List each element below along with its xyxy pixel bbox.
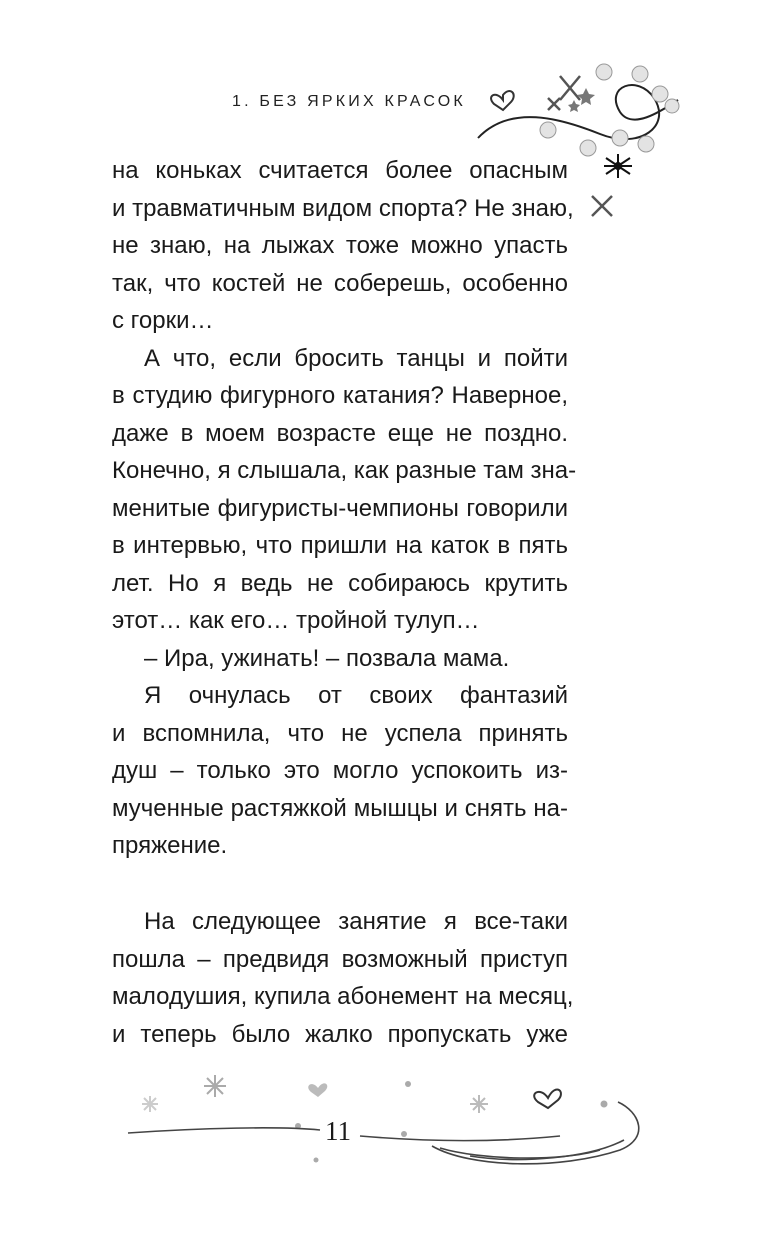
text-line: мученные растяжкой мышцы и снять на-	[112, 794, 568, 822]
text-line: пряжение.	[112, 832, 228, 859]
text-line: этот… как его… тройной тулуп…	[112, 607, 480, 634]
text-line: менитые фигуристы-чемпионы говорили	[112, 494, 568, 522]
text-line: на коньках считается более опасным	[112, 157, 568, 184]
snowflake-icon	[470, 1095, 488, 1113]
snowflake-icon	[204, 1075, 226, 1097]
text-line: так, что костей не соберешь, особенно	[112, 269, 568, 297]
text-line: и вспомнила, что не успела принять	[112, 719, 568, 747]
heart-doodle-icon	[534, 1089, 561, 1108]
text-line: На следующее занятие я все-таки	[144, 908, 568, 935]
text-line: в интервью, что пришли на каток в пять	[112, 532, 568, 559]
page-number: 11	[325, 1116, 351, 1146]
running-header: 1. БЕЗ ЯРКИХ КРАСОК	[232, 93, 466, 110]
text-line: с горки…	[112, 307, 214, 334]
text-line: малодушия, купила абонемент на месяц,	[112, 983, 574, 1010]
text-line: и травматичным видом спорта? Не знаю,	[112, 194, 574, 222]
text-line: душ – только это могло успокоить из-	[112, 757, 568, 784]
text-line: Конечно, я слышала, как разные там зна-	[112, 457, 577, 484]
text-line: в студию фигурного катания? Наверное,	[112, 382, 568, 409]
heart-doodle-icon	[308, 1083, 327, 1097]
text-line: пошла – предвидя возможный приступ	[112, 945, 568, 973]
text-line: не знаю, на лыжах тоже можно упасть	[112, 232, 568, 259]
swirl-lines-icon	[128, 1102, 639, 1164]
text-line: и теперь было жалко пропускать уже	[112, 1020, 568, 1048]
star-icon	[142, 1096, 158, 1112]
text-line: А что, если бросить танцы и пойти	[144, 344, 568, 372]
text-line: лет. Но я ведь не собираюсь крутить	[112, 569, 568, 597]
text-line: даже в моем возрасте еще не поздно.	[112, 419, 568, 447]
text-line: – Ира, ужинать! – позвала мама.	[144, 644, 510, 672]
text-line: Я очнулась от своих фантазий	[144, 682, 568, 709]
